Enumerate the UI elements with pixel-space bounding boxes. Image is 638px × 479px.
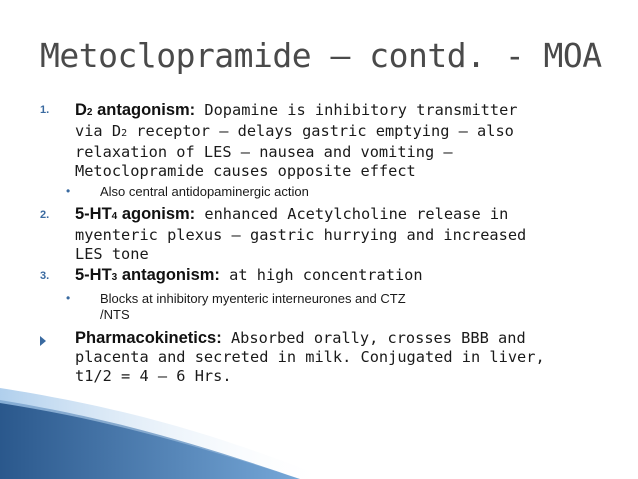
item-3-sub-line-1: Blocks at inhibitory myenteric interneurones and CTZ — [100, 291, 406, 306]
item-3-sub-line-2: /NTS — [100, 307, 130, 322]
item-2-line-1: 5-HT4 agonism: enhanced Acetylcholine release in — [75, 205, 509, 223]
item-1-line-1: D2 antagonism: Dopamine is inhibitory transmitter — [75, 101, 518, 119]
item-4-key: Pharmacokinetics: — [75, 329, 222, 347]
item-number-1: 1. — [40, 104, 50, 116]
item-3-key: 5-HT3 antagonism: — [75, 266, 220, 284]
item-4-line-2: placenta and secreted in milk. Conjugated in liver, — [75, 348, 545, 366]
item-1-line-2: via D2 receptor – delays gastric emptying – also — [75, 122, 514, 140]
item-1-key: D2 antagonism: — [75, 101, 196, 119]
item-3-line-1: 5-HT3 antagonism: at high concentration — [75, 266, 423, 284]
item-1-line-3: relaxation of LES – nausea and vomiting – — [75, 143, 453, 161]
item-2-key: 5-HT4 agonism: — [75, 205, 196, 223]
item-number-2: 2. — [40, 209, 50, 221]
item-2-line-3: LES tone — [75, 245, 149, 263]
bullet-dot: • — [66, 291, 71, 305]
item-2-line-2: myenteric plexus – gastric hurrying and increased — [75, 226, 527, 244]
item-1-sub: Also central antidopaminergic action — [100, 184, 309, 199]
item-4-line-1: Pharmacokinetics: Absorbed orally, crosses BBB and — [75, 329, 526, 347]
item-4-line-3: t1/2 = 4 – 6 Hrs. — [75, 367, 232, 385]
slide-title: Metoclopramide – contd. - MOA — [40, 36, 602, 75]
bullet-dot: • — [66, 184, 71, 198]
item-number-3: 3. — [40, 270, 50, 282]
item-1-line-4: Metoclopramide causes opposite effect — [75, 162, 416, 180]
